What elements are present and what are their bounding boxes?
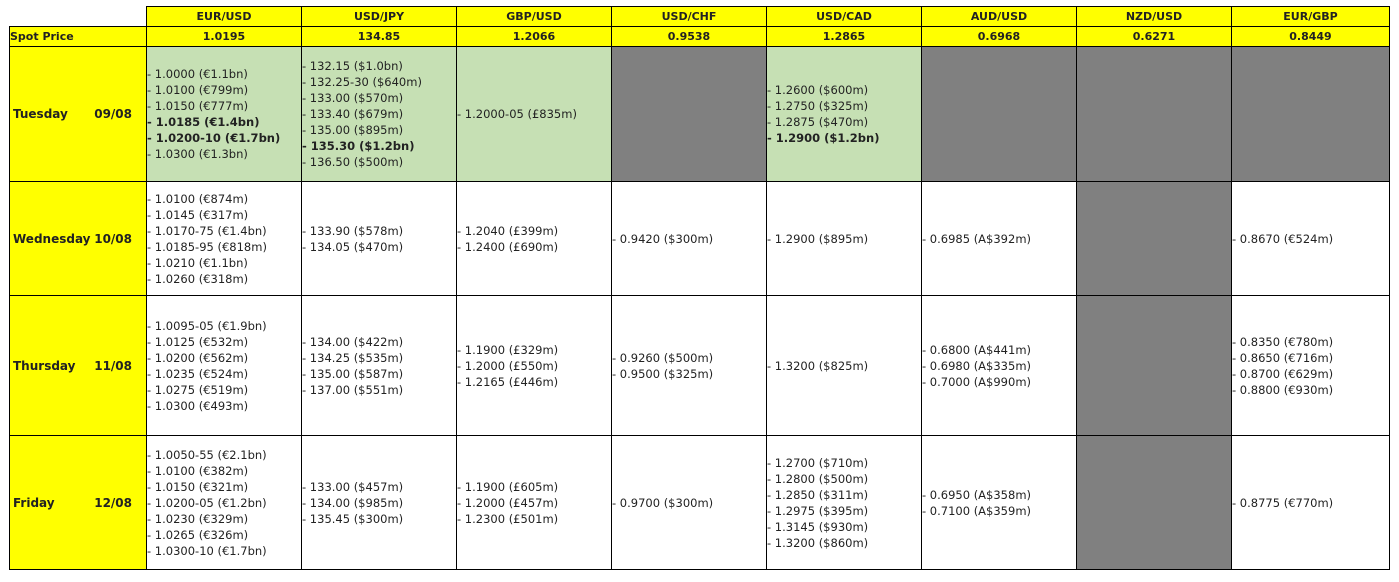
day-name: Tuesday [13, 107, 68, 121]
expiry-item: - 1.2750 ($325m) [767, 99, 869, 113]
expiry-item: - 0.8700 (€629m) [1232, 366, 1334, 381]
spot-price-nzdusd: 0.6271 [1077, 27, 1232, 47]
expiry-item: - 137.00 ($551m) [302, 382, 404, 397]
day-date: 09/08 [94, 107, 132, 121]
expiry-cell-eurusd [147, 296, 302, 436]
expiry-item: - 132.25-30 ($640m) [302, 75, 422, 89]
expiry-item: - 133.90 ($578m) [302, 223, 404, 238]
expiry-item: - 1.2400 (£690m) [457, 239, 559, 254]
expiry-item: - 136.50 ($500m) [302, 155, 404, 169]
spot-price-gbpusd: 1.2066 [457, 27, 612, 47]
expiry-item: - 1.3200 ($860m) [767, 535, 869, 550]
day-row-thursday [10, 296, 1390, 436]
expiry-item: - 1.0200-05 (€1.2bn) [147, 495, 267, 510]
expiry-cell-nzdusd [1077, 436, 1232, 570]
expiry-cell-usdchf [612, 182, 767, 296]
expiry-item: - 1.2875 ($470m) [767, 115, 869, 129]
spot-price-eurusd: 1.0195 [147, 27, 302, 47]
expiry-item: - 0.9260 ($500m) [612, 350, 714, 365]
expiry-item: - 1.0170-75 (€1.4bn) [147, 223, 267, 238]
expiry-item: - 1.0300 (€1.3bn) [147, 147, 248, 161]
expiry-item: - 0.7000 (A$990m) [922, 374, 1032, 389]
expiry-item: - 1.0300 (€493m) [147, 398, 249, 413]
day-row-tuesday [10, 47, 1390, 182]
spot-price-usdcad: 1.2865 [767, 27, 922, 47]
expiry-item: - 1.2000 (£457m) [457, 495, 559, 510]
expiry-item: - 1.2000-05 (£835m) [457, 107, 577, 121]
expiry-cell-usdcad [767, 182, 922, 296]
day-label-cell [10, 296, 147, 436]
col-header-eurusd: EUR/USD [147, 7, 302, 27]
expiry-item: - 135.00 ($587m) [302, 366, 404, 381]
expiry-cell-usdcad [767, 47, 922, 182]
spot-price-audusd: 0.6968 [922, 27, 1077, 47]
expiry-cell-eurgbp [1232, 436, 1390, 570]
expiry-item: - 1.2600 ($600m) [767, 83, 869, 97]
expiry-item: - 135.45 ($300m) [302, 511, 404, 526]
col-header-eurgbp: EUR/GBP [1232, 7, 1390, 27]
expiry-cell-audusd [922, 436, 1077, 570]
expiry-item: - 1.2900 ($895m) [767, 231, 869, 246]
corner-blank [10, 7, 147, 27]
expiry-cell-gbpusd [457, 182, 612, 296]
day-label-cell [10, 182, 147, 296]
expiry-cell-usdcad [767, 296, 922, 436]
expiry-item: - 0.8670 (€524m) [1232, 231, 1334, 246]
expiry-item: - 133.40 ($679m) [302, 107, 404, 121]
expiry-cell-gbpusd [457, 296, 612, 436]
expiry-item: - 135.00 ($895m) [302, 123, 404, 137]
expiry-item: - 1.2165 (£446m) [457, 374, 559, 389]
spot-price-label: Spot Price [10, 27, 147, 47]
expiry-item: - 1.3200 ($825m) [767, 358, 869, 373]
expiry-item: - 1.0185-95 (€818m) [147, 239, 267, 254]
spot-price-eurgbp: 0.8449 [1232, 27, 1390, 47]
expiry-cell-usdjpy [302, 296, 457, 436]
expiry-item: - 0.9420 ($300m) [612, 231, 714, 246]
expiry-item: - 134.00 ($422m) [302, 334, 404, 349]
expiry-item: - 0.9500 ($325m) [612, 366, 714, 381]
day-name: Thursday [13, 358, 76, 373]
expiry-item: - 0.6800 (A$441m) [922, 342, 1032, 357]
day-date: 11/08 [94, 358, 132, 373]
day-date: 12/08 [94, 495, 132, 510]
expiry-item: - 1.0150 (€321m) [147, 479, 249, 494]
expiry-cell-usdcad [767, 436, 922, 570]
expiry-item: - 1.2850 ($311m) [767, 487, 869, 502]
expiry-item: - 134.00 ($985m) [302, 495, 404, 510]
expiry-cell-eurgbp [1232, 296, 1390, 436]
expiry-item: - 0.6980 (A$335m) [922, 358, 1032, 373]
expiry-item: - 1.0230 (€329m) [147, 511, 249, 526]
expiry-item: - 0.6985 (A$392m) [922, 231, 1032, 246]
spot-price-usdchf: 0.9538 [612, 27, 767, 47]
expiry-item: - 1.0145 (€317m) [147, 207, 249, 222]
expiry-item: - 1.0210 (€1.1bn) [147, 255, 248, 270]
expiry-cell-eurgbp [1232, 182, 1390, 296]
expiry-item: - 1.0050-55 (€2.1bn) [147, 447, 267, 462]
expiry-cell-eurusd [147, 436, 302, 570]
expiry-item: - 1.0185 (€1.4bn) [147, 115, 260, 129]
expiry-cell-usdjpy [302, 436, 457, 570]
expiry-item: - 1.0300-10 (€1.7bn) [147, 543, 267, 558]
col-header-gbpusd: GBP/USD [457, 7, 612, 27]
day-label-cell [10, 436, 147, 570]
expiry-item: - 0.8350 (€780m) [1232, 334, 1334, 349]
col-header-nzdusd: NZD/USD [1077, 7, 1232, 27]
expiry-item: - 1.0235 (€524m) [147, 366, 249, 381]
expiry-cell-audusd [922, 296, 1077, 436]
expiry-cell-eurgbp [1232, 47, 1390, 182]
expiry-cell-nzdusd [1077, 182, 1232, 296]
expiry-item: - 133.00 ($570m) [302, 91, 404, 105]
day-label [10, 232, 146, 246]
day-name: Friday [13, 495, 55, 510]
spot-price-usdjpy: 134.85 [302, 27, 457, 47]
expiry-item: - 134.25 ($535m) [302, 350, 404, 365]
expiry-cell-nzdusd [1077, 296, 1232, 436]
expiry-cell-usdchf [612, 296, 767, 436]
expiry-item: - 1.0150 (€777m) [147, 99, 249, 113]
expiry-item: - 1.0265 (€326m) [147, 527, 249, 542]
expiry-item: - 1.1900 (£605m) [457, 479, 559, 494]
expiry-cell-audusd [922, 182, 1077, 296]
expiry-cell-usdchf [612, 47, 767, 182]
expiry-cell-gbpusd [457, 436, 612, 570]
day-row-wednesday [10, 182, 1390, 296]
col-header-usdcad: USD/CAD [767, 7, 922, 27]
expiry-item: - 1.2000 (£550m) [457, 358, 559, 373]
col-header-usdjpy: USD/JPY [302, 7, 457, 27]
expiry-item: - 1.0200 (€562m) [147, 350, 249, 365]
expiry-item: - 1.0100 (€382m) [147, 463, 249, 478]
day-date: 10/08 [94, 231, 132, 246]
expiry-cell-gbpusd [457, 47, 612, 182]
day-row-friday [10, 436, 1390, 570]
expiry-item: - 1.0260 (€318m) [147, 271, 249, 286]
expiry-cell-usdjpy [302, 47, 457, 182]
fx-expiries-table [9, 6, 1390, 570]
expiry-item: - 1.3145 ($930m) [767, 519, 869, 534]
expiry-cell-eurusd [147, 47, 302, 182]
expiry-item: - 1.0200-10 (€1.7bn) [147, 131, 281, 145]
expiry-item: - 1.0100 (€799m) [147, 83, 249, 97]
expiry-item: - 0.6950 (A$358m) [922, 487, 1032, 502]
expiry-item: - 1.0275 (€519m) [147, 382, 249, 397]
header-row [10, 7, 1390, 27]
expiry-item: - 1.2300 (£501m) [457, 511, 559, 526]
day-label-cell [10, 47, 147, 182]
expiry-item: - 1.0000 (€1.1bn) [147, 67, 248, 81]
expiry-item: - 0.8775 (€770m) [1232, 495, 1334, 510]
expiry-item: - 1.0125 (€532m) [147, 334, 249, 349]
spot-price-row [10, 27, 1390, 47]
col-header-usdchf: USD/CHF [612, 7, 767, 27]
day-rows [10, 47, 1390, 570]
expiry-item: - 1.2700 ($710m) [767, 455, 869, 470]
expiry-item: - 0.9700 ($300m) [612, 495, 714, 510]
expiry-cell-audusd [922, 47, 1077, 182]
expiry-cell-usdchf [612, 436, 767, 570]
expiry-item: - 0.7100 (A$359m) [922, 503, 1032, 518]
expiry-item: - 0.8800 (€930m) [1232, 382, 1334, 397]
expiry-item: - 1.2900 ($1.2bn) [767, 131, 880, 145]
expiry-item: - 1.2800 ($500m) [767, 471, 869, 486]
expiry-cell-usdjpy [302, 182, 457, 296]
expiry-item: - 132.15 ($1.0bn) [302, 59, 403, 73]
day-name: Wednesday [13, 231, 91, 246]
expiry-item: - 134.05 ($470m) [302, 239, 404, 254]
expiry-item: - 135.30 ($1.2bn) [302, 139, 415, 153]
expiry-item: - 0.8650 (€716m) [1232, 350, 1334, 365]
expiry-cell-eurusd [147, 182, 302, 296]
expiry-item: - 1.1900 (£329m) [457, 342, 559, 357]
expiry-item: - 1.2975 ($395m) [767, 503, 869, 518]
day-label [10, 496, 146, 510]
col-header-audusd: AUD/USD [922, 7, 1077, 27]
expiry-item: - 1.0100 (€874m) [147, 191, 249, 206]
expiry-item: - 1.2040 (£399m) [457, 223, 559, 238]
expiry-cell-nzdusd [1077, 47, 1232, 182]
expiry-item: - 1.0095-05 (€1.9bn) [147, 318, 267, 333]
expiry-item: - 133.00 ($457m) [302, 479, 404, 494]
day-label [10, 359, 146, 373]
day-label [10, 107, 146, 121]
